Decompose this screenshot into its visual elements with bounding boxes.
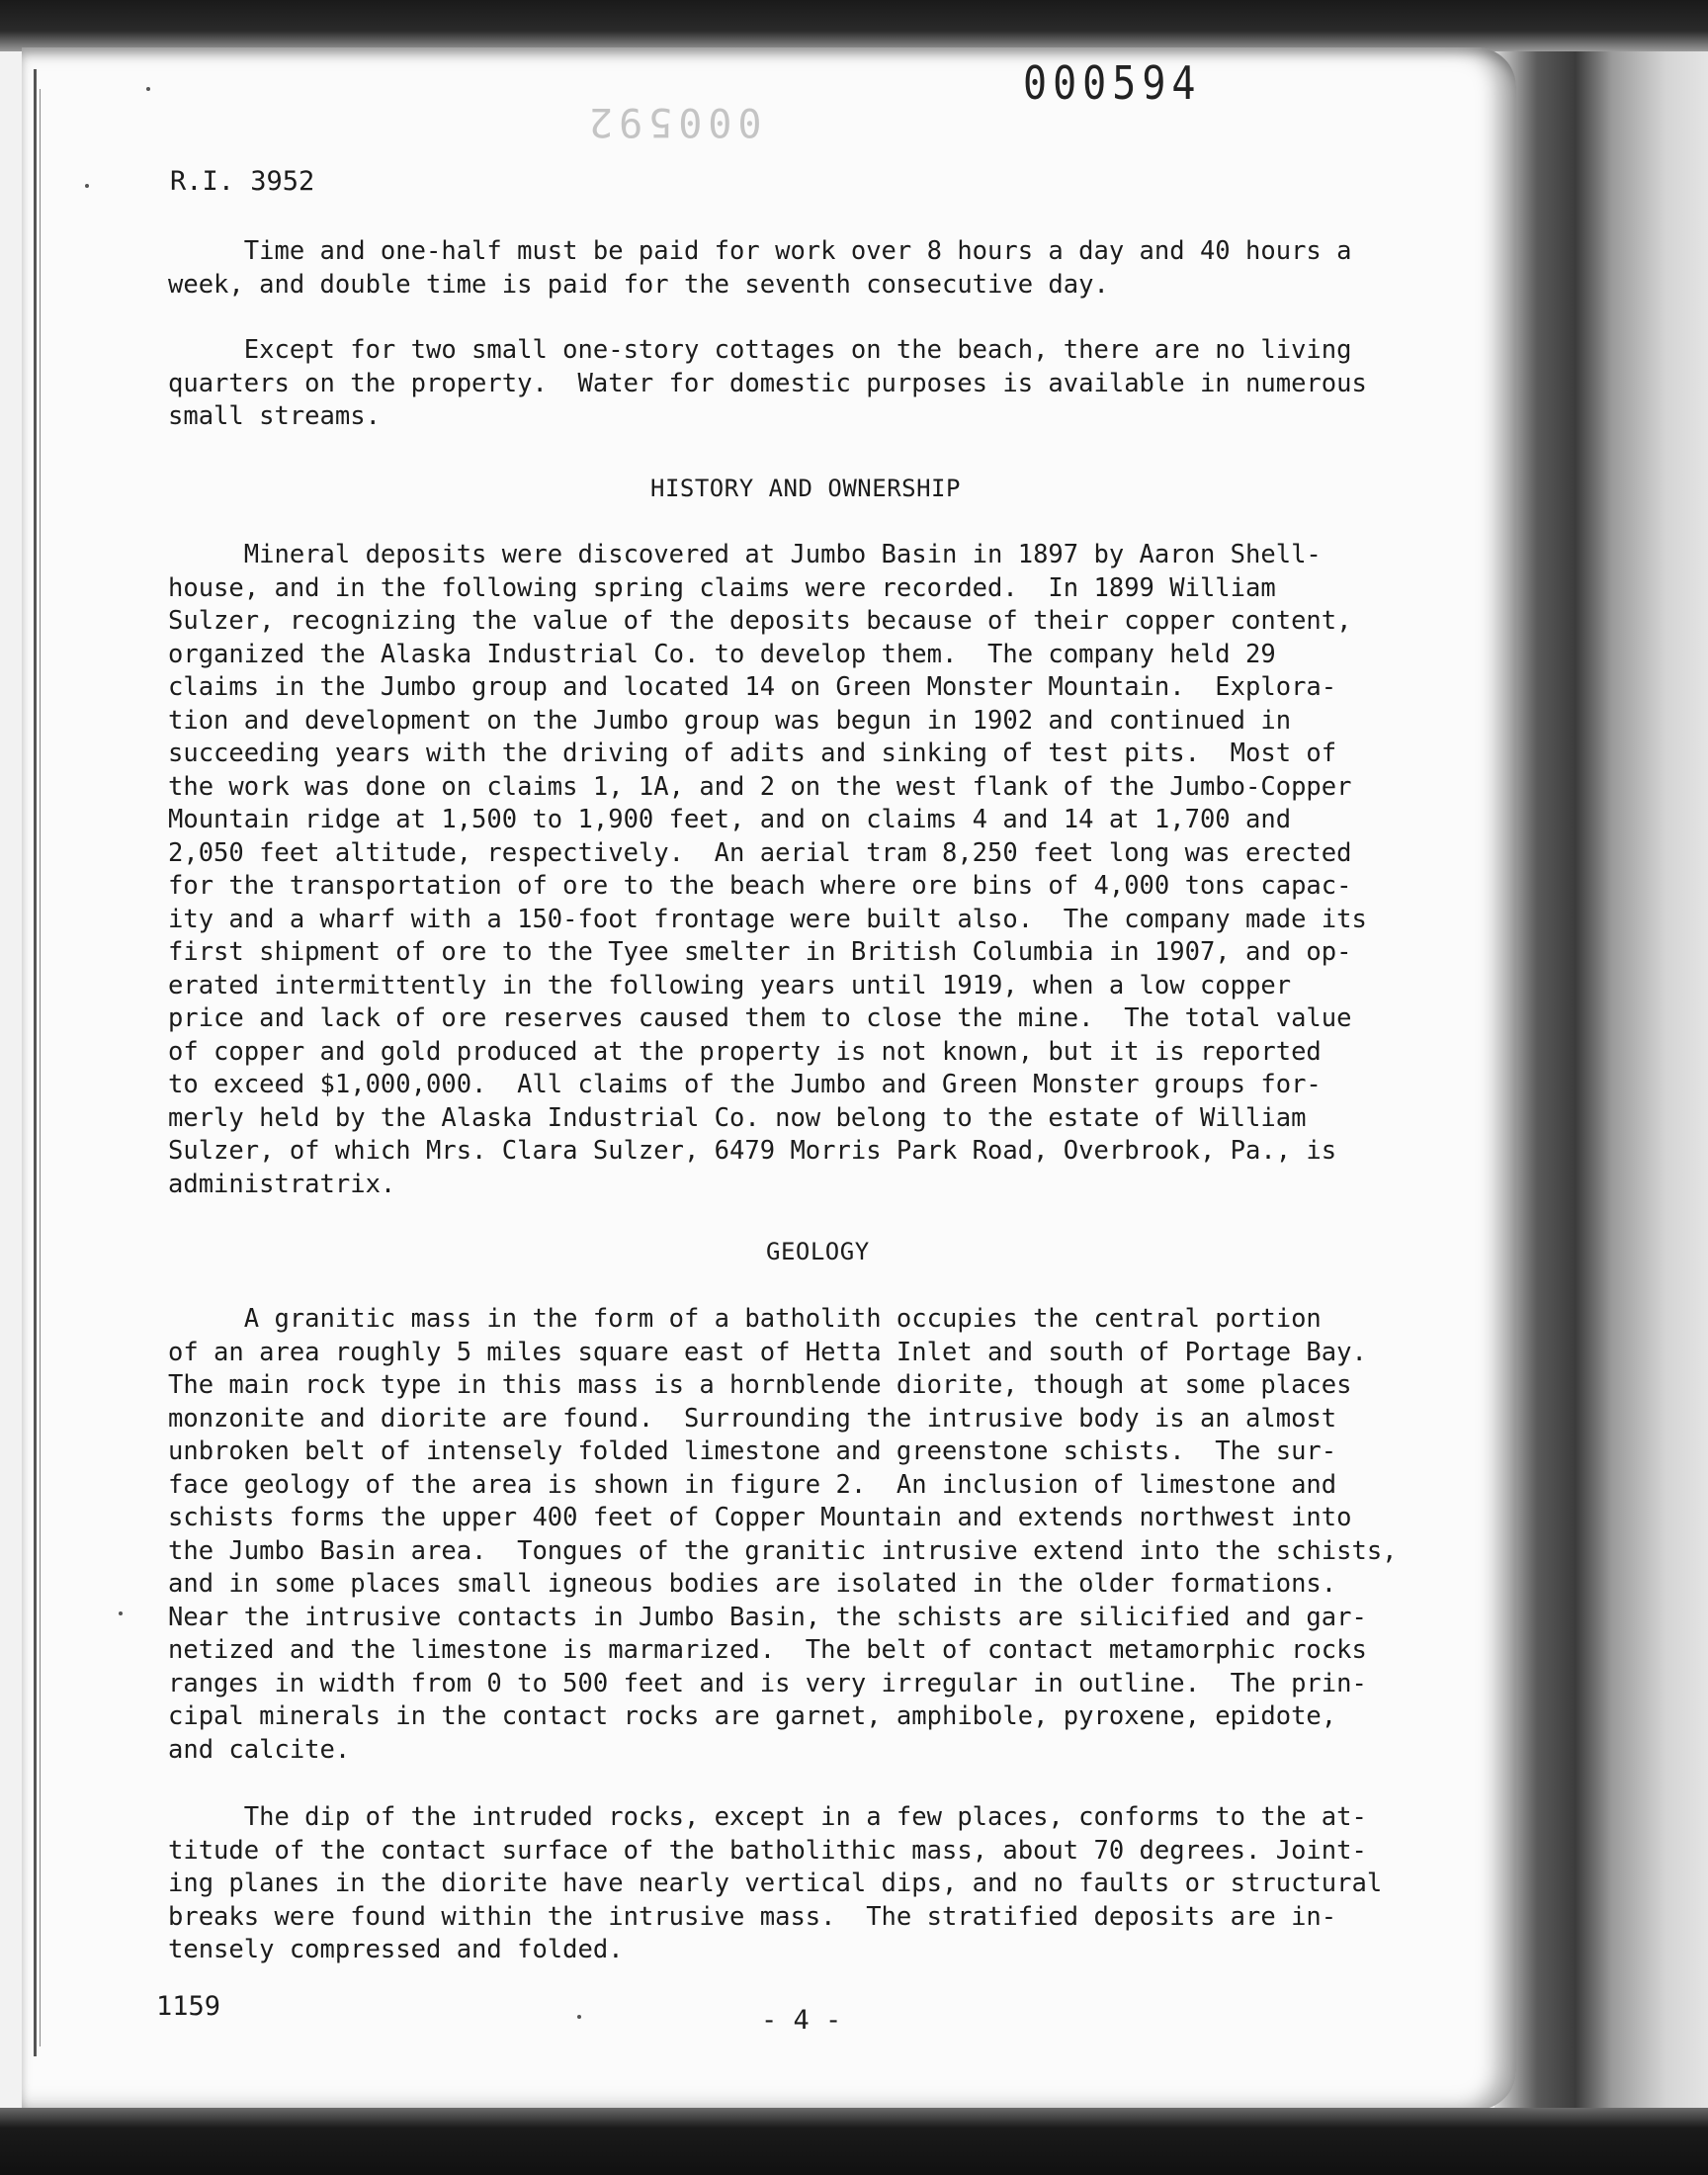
text-line: of an area roughly 5 miles square east of Hetta Inlet and south of Portage Bay.	[168, 1337, 1367, 1367]
text-line: quarters on the property. Water for domestic purposes is available in numerous	[168, 368, 1367, 398]
text-line: of copper and gold produced at the property is not known, but it is reported	[168, 1036, 1322, 1067]
text-line: unbroken belt of intensely folded limestone and greenstone schists. The sur-	[168, 1436, 1337, 1466]
text-line: tensely compressed and folded.	[168, 1935, 624, 1964]
heading-history: HISTORY AND OWNERSHIP	[650, 475, 961, 502]
text-line: The main rock type in this mass is a hornblende diorite, though at some places	[168, 1370, 1352, 1400]
text-line: ity and a wharf with a 150-foot frontage were built also. The company made its	[168, 904, 1367, 934]
scan-speck	[577, 2015, 581, 2019]
text-line: tion and development on the Jumbo group was begun in 1902 and continued in	[168, 705, 1292, 736]
faded-page-stamp: 000592	[583, 99, 762, 144]
text-line: to exceed $1,000,000. All claims of the Jumbo and Green Monster groups for-	[168, 1070, 1322, 1099]
text-line: monzonite and diorite are found. Surrounding the intrusive body is an almost	[168, 1403, 1337, 1434]
scan-border-bottom	[0, 2108, 1708, 2175]
paragraph-history	[168, 539, 1493, 1201]
scan-border-right	[1494, 51, 1708, 2108]
binding-line-inner	[40, 89, 41, 2046]
text-line: price and lack of ore reserves caused them to close the mine. The total value	[168, 1003, 1352, 1033]
heading-geology: GEOLOGY	[766, 1238, 870, 1265]
text-line: The dip of the intruded rocks, except in a few places, conforms to the at-	[168, 1802, 1367, 1832]
text-line: ranges in width from 0 to 500 feet and is very irregular in outline. The prin-	[168, 1668, 1367, 1698]
text-line: A granitic mass in the form of a batholith occupies the central portion	[168, 1304, 1322, 1334]
paragraph-geology	[168, 1303, 1493, 1767]
text-line: cipal minerals in the contact rocks are garnet, amphibole, pyroxene, epidote,	[168, 1701, 1337, 1731]
text-line: Near the intrusive contacts in Jumbo Basin, the schists are silicified and gar-	[168, 1602, 1367, 1632]
paragraph-wages	[168, 235, 1493, 302]
scan-speck	[146, 87, 150, 91]
text-line: and in some places small igneous bodies are isolated in the older formations.	[168, 1569, 1337, 1599]
paragraph-dip	[168, 1801, 1493, 1967]
text-line: the work was done on claims 1, 1A, and 2 on the west flank of the Jumbo-Copper	[168, 771, 1352, 802]
text-line: titude of the contact surface of the batholithic mass, about 70 degrees. Joint-	[168, 1835, 1367, 1866]
text-line: house, and in the following spring claims were recorded. In 1899 William	[168, 572, 1276, 603]
scan-speck	[119, 1611, 123, 1615]
text-line: face geology of the area is shown in figure 2. An inclusion of limestone and	[168, 1469, 1337, 1500]
text-line: 2,050 feet altitude, respectively. An aerial tram 8,250 feet long was erected	[168, 837, 1352, 868]
text-line: Time and one-half must be paid for work over 8 hours a day and 40 hours a	[168, 236, 1352, 266]
text-line: erated intermittently in the following years until 1919, when a low copper	[168, 970, 1292, 1000]
text-line: small streams.	[168, 401, 381, 431]
text-line: week, and double time is paid for the seventh consecutive day.	[168, 269, 1109, 300]
text-line: for the transportation of ore to the beach where ore bins of 4,000 tons capac-	[168, 871, 1352, 901]
text-line: claims in the Jumbo group and located 14 on Green Monster Mountain. Explora-	[168, 672, 1337, 702]
binding-line	[34, 69, 37, 2056]
report-id: R.I. 3952	[170, 166, 315, 197]
text-line: first shipment of ore to the Tyee smelter in British Columbia in 1907, and op-	[168, 937, 1352, 967]
footer-page-number: - 4 -	[761, 2005, 842, 2036]
text-line: Mineral deposits were discovered at Jumbo Basin in 1897 by Aaron Shell-	[168, 540, 1322, 569]
footer-document-number: 1159	[156, 1991, 221, 2022]
text-line: administratrix.	[168, 1169, 396, 1199]
text-line: Except for two small one-story cottages on the beach, there are no living	[168, 335, 1352, 365]
text-line: Sulzer, of which Mrs. Clara Sulzer, 6479 Morris Park Road, Overbrook, Pa., is	[168, 1136, 1337, 1166]
text-line: ing planes in the diorite have nearly vertical dips, and no faults or structural	[168, 1869, 1383, 1898]
page-stamp: 000594	[1023, 57, 1202, 111]
text-line: organized the Alaska Industrial Co. to develop them. The company held 29	[168, 639, 1276, 669]
scan-border-top	[0, 0, 1708, 51]
text-line: breaks were found within the intrusive mass. The stratified deposits are in-	[168, 1901, 1337, 1932]
paragraph-quarters	[168, 334, 1493, 434]
text-line: the Jumbo Basin area. Tongues of the granitic intrusive extend into the schists,	[168, 1535, 1398, 1566]
text-line: succeeding years with the driving of adits and sinking of test pits. Most of	[168, 739, 1337, 768]
text-line: and calcite.	[168, 1734, 351, 1765]
text-line: netized and the limestone is marmarized. The belt of contact metamorphic rocks	[168, 1635, 1367, 1665]
text-line: Mountain ridge at 1,500 to 1,900 feet, and on claims 4 and 14 at 1,700 and	[168, 805, 1292, 834]
scan-speck	[85, 184, 89, 188]
text-line: merly held by the Alaska Industrial Co. now belong to the estate of William	[168, 1102, 1307, 1133]
text-line: Sulzer, recognizing the value of the deposits because of their copper content,	[168, 606, 1352, 636]
text-line: schists forms the upper 400 feet of Copper Mountain and extends northwest into	[168, 1503, 1352, 1532]
